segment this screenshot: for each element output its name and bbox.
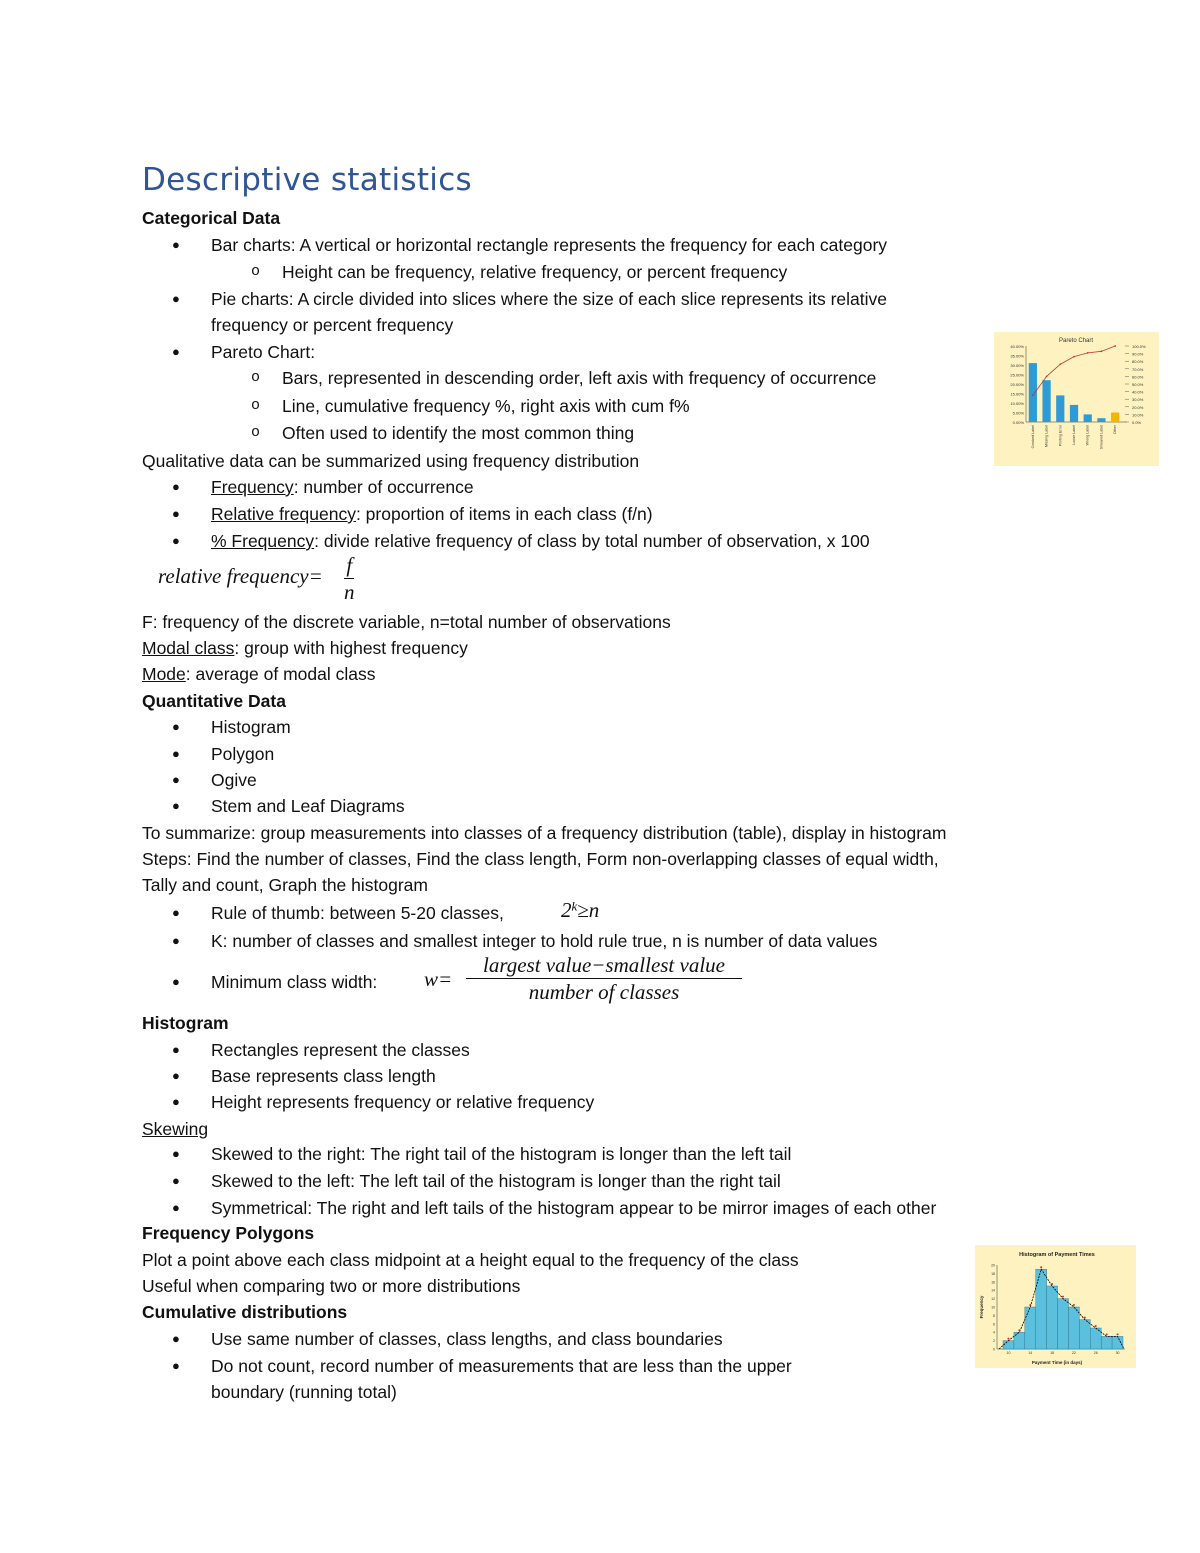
x-tick-label: 14: [1028, 1351, 1033, 1355]
skewing-item: Skewed to the left: The left tail of the histogram is longer than the right tail: [211, 1171, 781, 1191]
pareto-item: Pareto Chart:: [211, 342, 316, 362]
right-tick-label: 40.0%: [1132, 389, 1144, 395]
y-tick-label: 8: [993, 1313, 995, 1318]
y-axis-title: Frequency: [979, 1295, 984, 1319]
quantitative-item: Ogive: [211, 770, 257, 790]
right-tick-label: 70.0%: [1132, 366, 1144, 372]
bullet-icon: ●: [172, 291, 180, 306]
histogram-chart-figure: [975, 1245, 1136, 1368]
histogram-bar: [1058, 1299, 1069, 1349]
relative-frequency-term: Relative frequency: [211, 504, 356, 524]
cumulative-point: [1101, 350, 1103, 352]
bullet-icon: ●: [172, 533, 180, 548]
pareto-bar: [1070, 405, 1078, 422]
histogram-bar: [1047, 1286, 1058, 1349]
bullet-icon: ●: [172, 1094, 180, 1109]
right-tick-label: 60.0%: [1132, 374, 1144, 380]
right-tick-label: 10.0%: [1132, 412, 1144, 418]
x-tick-label: 30: [1115, 1351, 1120, 1355]
formula-fraction: [344, 552, 355, 605]
polygon-point: [1029, 1304, 1031, 1306]
chart-title: Pareto Chart: [1058, 338, 1094, 344]
bullet-icon: ●: [172, 1331, 180, 1346]
rule-of-thumb-item: Rule of thumb: between 5-20 classes,: [211, 903, 504, 923]
pareto-chart: [994, 332, 1159, 466]
bullet-icon: ●: [172, 506, 180, 521]
bullet-icon: ●: [172, 1173, 180, 1188]
right-tick-label: 80.0%: [1132, 359, 1144, 365]
cumulative-point: [1087, 352, 1089, 354]
skewing-heading: Skewing: [142, 1119, 209, 1139]
cumulative-item: Use same number of classes, class lengths, and class boundaries: [211, 1329, 723, 1349]
frequency-def: : number of occurrence: [293, 477, 474, 497]
relative-frequency-def: : proportion of items in each class (f/n): [355, 504, 653, 524]
pareto-bar: [1042, 380, 1050, 422]
pareto-bar: [1029, 363, 1037, 422]
left-tick-label: 25.00%: [1010, 372, 1024, 378]
bullet-icon: ●: [172, 798, 180, 813]
pareto-bar: [1084, 414, 1092, 422]
polygon-point: [1106, 1333, 1108, 1335]
left-tick-label: 30.00%: [1010, 363, 1024, 368]
histogram-bar: [1003, 1341, 1014, 1349]
polygon-point: [1095, 1325, 1097, 1327]
pareto-subitem: Often used to identify the most common thing: [282, 423, 635, 443]
x-tick-label: 22: [1071, 1351, 1076, 1355]
y-tick-label: 4: [993, 1330, 995, 1335]
summarize-line: To summarize: group measurements into classes of a frequency distribution (table), display in histogram: [142, 823, 947, 843]
polygon-point: [1051, 1283, 1053, 1285]
polygon-point: [1084, 1317, 1086, 1319]
cumulative-item: Do not count, record number of measurements that are less than the upper: [211, 1356, 792, 1376]
bullet-icon: ●: [172, 1146, 180, 1161]
bullet-icon: ●: [172, 479, 180, 494]
histogram-bar: [1025, 1307, 1036, 1349]
right-tick-label: 100.0%: [1132, 344, 1146, 349]
histogram-bar: [1112, 1336, 1123, 1349]
w-fraction: [466, 952, 742, 1005]
category-label: Crooked Label: [1030, 425, 1035, 449]
polygon-point: [1007, 1338, 1009, 1340]
cumulative-point: [1073, 356, 1075, 358]
pie-charts-item-cont: frequency or percent frequency: [211, 315, 454, 335]
bullet-icon: ●: [172, 237, 180, 252]
left-tick-label: 10.00%: [1010, 401, 1024, 406]
percent-frequency-def: : divide relative frequency of class by total number of observation, x 100: [314, 531, 870, 551]
pareto-bar: [1097, 418, 1105, 422]
f-definition: F: frequency of the discrete variable, n=total number of observations: [142, 612, 671, 632]
polygon-point: [1062, 1296, 1064, 1298]
k-definition-item: K: number of classes and smallest integer to hold rule true, n is number of data values: [211, 931, 878, 951]
frequency-item: [211, 475, 474, 499]
cumulative-point: [1114, 345, 1116, 347]
bar-charts-item: Bar charts: A vertical or horizontal rectangle represents the frequency for each category: [211, 235, 888, 255]
cumulative-item-cont: boundary (running total): [211, 1382, 397, 1402]
modal-class-def: : group with highest frequency: [234, 638, 468, 658]
y-tick-label: 10: [991, 1305, 995, 1310]
left-tick-label: 15.00%: [1010, 391, 1024, 397]
y-tick-label: 14: [991, 1288, 995, 1293]
formula-denominator: n: [344, 580, 355, 604]
qualitative-line: Qualitative data can be summarized using frequency distribution: [142, 451, 640, 471]
rule-formula: [561, 898, 599, 923]
category-label: Wrong Label: [1085, 425, 1090, 446]
pareto-chart-figure: [994, 332, 1159, 466]
chart-title: Histogram of Payment Times: [1019, 1252, 1095, 1258]
bullet-icon: ●: [172, 719, 180, 734]
pareto-bar: [1056, 395, 1064, 422]
y-tick-label: 2: [993, 1339, 995, 1344]
frequency-polygons-heading: Frequency Polygons: [142, 1223, 315, 1243]
formula-numerator: f: [346, 553, 353, 577]
histogram-chart: [975, 1245, 1136, 1368]
histogram-bar: [1090, 1328, 1101, 1349]
left-tick-label: 35.00%: [1010, 353, 1024, 359]
skewing-item: Symmetrical: The right and left tails of the histogram appear to be mirror images of each other: [211, 1198, 937, 1218]
left-tick-label: 0.00%: [1012, 420, 1024, 425]
left-tick-label: 40.00%: [1010, 344, 1024, 349]
right-tick-label: 50.0%: [1132, 382, 1144, 387]
cumulative-point: [1032, 395, 1034, 397]
polygon-point: [1073, 1304, 1075, 1306]
rule-base: 2: [561, 898, 572, 922]
circle-bullet-icon: o: [251, 369, 261, 386]
x-tick-label: 26: [1093, 1351, 1098, 1355]
percent-frequency-term: % Frequency: [211, 531, 315, 551]
bullet-icon: ●: [172, 344, 180, 359]
quantitative-item: Polygon: [211, 744, 275, 764]
quantitative-heading: Quantitative Data: [142, 691, 286, 711]
x-tick-label: 18: [1050, 1351, 1055, 1355]
y-tick-label: 0: [993, 1347, 995, 1352]
category-label: Printing Error: [1058, 425, 1063, 447]
min-width-item: Minimum class width:: [211, 972, 378, 992]
pareto-subitem: Line, cumulative frequency %, right axis with cum f%: [282, 396, 690, 416]
bullet-icon: ●: [172, 1200, 180, 1215]
bullet-icon: ●: [172, 905, 180, 920]
bullet-icon: ●: [172, 1042, 180, 1057]
pareto-subitem: Bars, represented in descending order, left axis with frequency of occurrence: [282, 368, 877, 388]
mode-line: [142, 662, 375, 686]
category-label: Loose Label: [1072, 425, 1076, 445]
percent-frequency-item: [211, 529, 870, 553]
rule-rest: ≥n: [577, 898, 600, 922]
polygons-line: Useful when comparing two or more distributions: [142, 1276, 521, 1296]
polygon-point: [1117, 1333, 1119, 1335]
y-tick-label: 16: [991, 1280, 995, 1285]
frequency-term: Frequency: [211, 477, 294, 497]
polygon-point: [1018, 1329, 1020, 1331]
mode-def: : average of modal class: [185, 664, 376, 684]
y-tick-label: 12: [991, 1297, 995, 1302]
bullet-icon: ●: [172, 933, 180, 948]
rule-exponent: k: [571, 898, 578, 914]
cumulative-point: [1059, 363, 1061, 365]
relative-frequency-item: [211, 502, 653, 526]
x-axis-title: Payment Time (in days): [1031, 1360, 1083, 1365]
bullet-icon: ●: [172, 746, 180, 761]
cumulative-point: [1046, 376, 1048, 378]
pie-charts-item: Pie charts: A circle divided into slices where the size of each slice represents its relative: [211, 289, 888, 309]
bullet-icon: ●: [172, 974, 180, 989]
right-tick-label: 20.0%: [1132, 404, 1144, 410]
y-tick-label: 20: [991, 1263, 995, 1268]
right-tick-label: 0.0%: [1132, 420, 1142, 425]
circle-bullet-icon: o: [251, 397, 261, 414]
left-tick-label: 5.00%: [1012, 410, 1024, 416]
steps-line-cont: Tally and count, Graph the histogram: [142, 875, 428, 895]
x-tick-label: 10: [1006, 1351, 1011, 1355]
y-tick-label: 6: [993, 1322, 995, 1327]
w-lhs: w=: [424, 967, 453, 991]
histogram-bar: [1101, 1336, 1112, 1349]
skewing-item: Skewed to the right: The right tail of the histogram is longer than the left tail: [211, 1144, 792, 1164]
circle-bullet-icon: o: [251, 424, 261, 441]
bullet-icon: ●: [172, 1358, 180, 1373]
histogram-item: Height represents frequency or relative frequency: [211, 1092, 595, 1112]
histogram-bar: [1036, 1269, 1047, 1349]
y-tick-label: 18: [991, 1271, 995, 1276]
steps-line: Steps: Find the number of classes, Find the class length, Form non-overlapping classes of equal width,: [142, 849, 939, 869]
quantitative-item: Stem and Leaf Diagrams: [211, 796, 405, 816]
category-label: Smeared Label: [1099, 425, 1104, 450]
left-tick-label: 20.00%: [1010, 382, 1024, 387]
histogram-bar: [1068, 1307, 1079, 1349]
polygons-line: Plot a point above each class midpoint at a height equal to the frequency of the class: [142, 1250, 799, 1270]
categorical-heading: Categorical Data: [142, 208, 281, 228]
histogram-bar: [1079, 1320, 1090, 1349]
cumulative-heading: Cumulative distributions: [142, 1302, 348, 1322]
quantitative-item: Histogram: [211, 717, 291, 737]
right-tick-label: 90.0%: [1132, 351, 1144, 357]
w-denominator: number of classes: [528, 980, 680, 1004]
bullet-icon: ●: [172, 1068, 180, 1083]
histogram-item: Base represents class length: [211, 1066, 436, 1086]
modal-class-line: [142, 636, 468, 660]
mode-term: Mode: [142, 664, 186, 684]
formula-lhs: relative frequency=: [158, 564, 323, 588]
histogram-item: Rectangles represent the classes: [211, 1040, 470, 1060]
modal-class-term: Modal class: [142, 638, 235, 658]
pareto-bar: [1111, 413, 1119, 423]
bullet-icon: ●: [172, 772, 180, 787]
bar-charts-subitem: Height can be frequency, relative frequency, or percent frequency: [282, 262, 788, 282]
page-title: Descriptive statistics: [142, 162, 472, 198]
polygon-point: [1040, 1266, 1042, 1268]
right-tick-label: 30.0%: [1132, 397, 1144, 403]
category-label: Missing Label: [1044, 425, 1049, 447]
histogram-heading: Histogram: [142, 1013, 229, 1033]
category-label: Other: [1113, 425, 1118, 434]
w-numerator: largest value−smallest value: [466, 952, 742, 979]
circle-bullet-icon: o: [251, 263, 261, 280]
